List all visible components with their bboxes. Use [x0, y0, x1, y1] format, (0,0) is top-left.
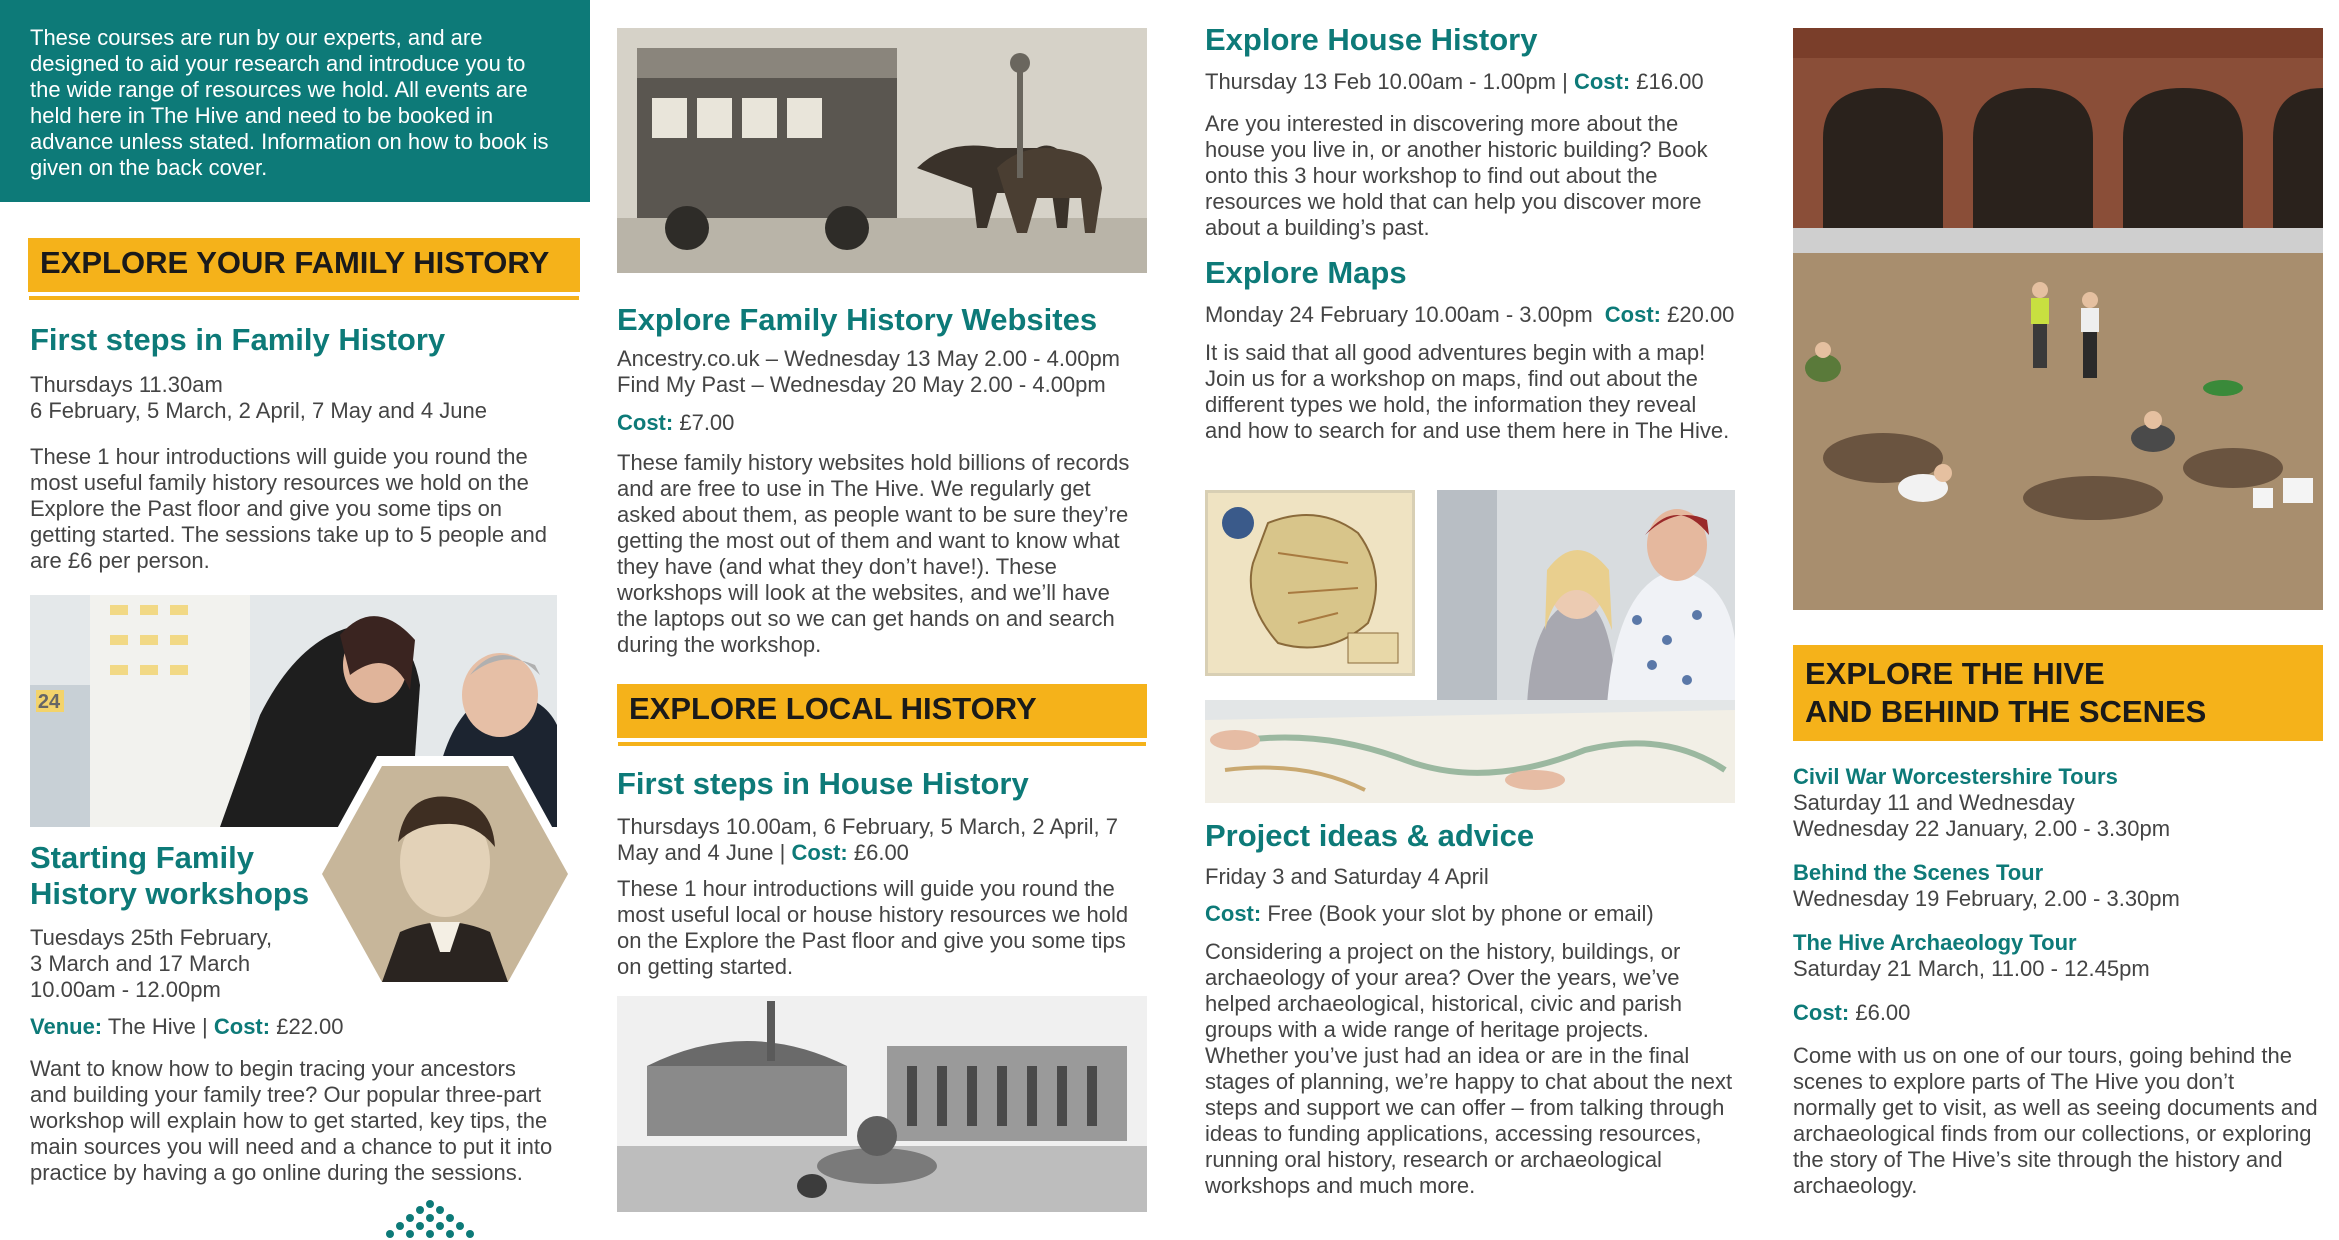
- websites-dates: [617, 346, 1147, 398]
- websites-findmypast: Find My Past – Wednesday 20 May 2.00 - 4.00pm: [617, 372, 1106, 397]
- cost-label: Cost:: [617, 410, 674, 435]
- tour-archaeology-title: The Hive Archaeology Tour: [1793, 930, 2077, 955]
- hive-tours-banner-line2: AND BEHIND THE SCENES: [1805, 694, 2207, 729]
- project-date: Friday 3 and Saturday 4 April: [1205, 864, 1489, 889]
- column-family-history: [0, 0, 590, 1185]
- local-history-banner: [617, 684, 1147, 738]
- house-history-date: Thursday 13 Feb 10.00am - 1.00pm: [1205, 69, 1556, 94]
- starting-family-date-line2: 3 March and 17 March: [30, 951, 251, 976]
- tour-civil-war-date2: Wednesday 22 January, 2.00 - 3.30pm: [1793, 816, 2171, 841]
- cost-value: £20.00: [1667, 302, 1735, 327]
- starting-family-date-line1: Tuesdays 25th February,: [30, 925, 273, 950]
- tour-archaeology: [1793, 930, 2323, 982]
- separator: |: [1562, 69, 1568, 94]
- hive-tours-banner-line1: EXPLORE THE HIVE: [1805, 656, 2105, 691]
- family-history-banner-text: EXPLORE YOUR FAMILY HISTORY: [40, 245, 550, 280]
- drawer-number: 24: [37, 691, 61, 713]
- websites-desc: These family history websites hold billions of records and are free to use in The Hive. We regularly get asked about them, as people want to be sure they’re getting the most out of them and want to know what they have (and what they don’t have!). These workshops will look at the websites, and we’ll have the laptops out so we can get hands on and search during the workshop.: [617, 450, 1130, 657]
- tour-behind-scenes-title: Behind the Scenes Tour: [1793, 860, 2044, 885]
- tram-photo: [617, 28, 1147, 273]
- house-steps-dates: [617, 814, 1147, 866]
- first-steps-family-desc: These 1 hour introductions will guide you round the most useful family history resources we hold on the Explore the Past floor and give you some tips on getting started. The sessions take up to 5 people and are £6 per person.: [30, 444, 547, 573]
- venue-label: Venue:: [30, 1014, 103, 1039]
- cost-value: £6.00: [853, 840, 909, 865]
- cost-label: Cost:: [1604, 302, 1661, 327]
- websites-title: Explore Family History Websites: [617, 302, 1098, 337]
- house-steps-title: First steps in House History: [617, 766, 1029, 801]
- tram-illustration: [617, 28, 1147, 273]
- cost-label: Cost:: [1205, 901, 1262, 926]
- house-history-title: Explore House History: [1205, 22, 1538, 57]
- intro-box: [0, 0, 590, 202]
- starting-family-title-line1: Starting Family: [30, 840, 254, 875]
- project-title: Project ideas & advice: [1205, 818, 1535, 853]
- decorative-pattern: [340, 1196, 520, 1240]
- starting-family-time: 10.00am - 12.00pm: [30, 977, 221, 1002]
- local-history-banner-text: EXPLORE LOCAL HISTORY: [629, 691, 1037, 726]
- stately-home-photo: [617, 996, 1147, 1212]
- house-history-date-cost: [1205, 69, 1704, 95]
- house-steps-line2-text: May and 4 June: [617, 840, 774, 865]
- maps-desc: It is said that all good adventures begin with a map! Join us for a workshop on maps, find out about the different types we hold, the information they reveal and how to search for and use them here in The Hive.: [1205, 340, 1730, 443]
- map-viewing-illustration: [1437, 490, 1735, 705]
- maps-title: Explore Maps: [1205, 255, 1407, 290]
- tour-archaeology-date: Saturday 21 March, 11.00 - 12.45pm: [1793, 956, 2150, 981]
- map-viewing-photo: [1437, 490, 1735, 705]
- maps-date-cost: [1205, 302, 1734, 328]
- tour-civil-war-date1: Saturday 11 and Wednesday: [1793, 790, 2075, 815]
- starting-family-desc: Want to know how to begin tracing your ancestors and building your family tree? Our popular three-part workshop will explain how to get started, key tips, the main sources you will need and a chance to put it into practice by having a go online during the sessions.: [30, 1056, 553, 1185]
- intro-text: These courses are run by our experts, and are designed to aid your research and introduce you to the wide range of resources we hold. All events are held here in The Hive and need to be booked in advance unless stated. Information on how to book is given on the back cover.: [30, 25, 549, 180]
- starting-family-title: [30, 840, 309, 912]
- house-steps-line1: Thursdays 10.00am, 6 February, 5 March, 2 April, 7: [617, 814, 1118, 839]
- first-steps-family-title: First steps in Family History: [30, 322, 446, 357]
- map-table-photo: [1205, 700, 1735, 803]
- cost-value: £22.00: [276, 1014, 344, 1039]
- first-steps-family-days: 6 February, 5 March, 2 April, 7 May and 4 June: [30, 398, 487, 423]
- first-steps-family-time: Thursdays 11.30am: [30, 372, 223, 397]
- venue-value: The Hive: [107, 1014, 196, 1039]
- project-cost: [1205, 901, 1654, 927]
- cost-label: Cost:: [1793, 1000, 1850, 1025]
- starting-family-title-line2: History workshops: [30, 876, 310, 911]
- maps-date: Monday 24 February 10.00am - 3.00pm: [1205, 302, 1593, 327]
- separator: |: [779, 840, 786, 865]
- portrait-hexagon: [310, 752, 580, 997]
- excavation-photo: [1793, 28, 2323, 610]
- cost-value: £6.00: [1855, 1000, 1911, 1025]
- house-history-desc: Are you interested in discovering more about the house you live in, or another historic building? Book onto this 3 hour workshop to find out about the resources we hold that can help you discover more about a building’s past.: [1205, 111, 1708, 240]
- websites-ancestry: Ancestry.co.uk – Wednesday 13 May 2.00 - 4.00pm: [617, 346, 1121, 371]
- tours-cost: [1793, 1000, 1910, 1026]
- starting-family-venue-cost: [30, 1014, 344, 1040]
- websites-cost: [617, 410, 734, 436]
- cost-value: £7.00: [679, 410, 735, 435]
- cost-value: £16.00: [1636, 69, 1704, 94]
- house-steps-line2: [617, 840, 1147, 866]
- tour-civil-war-title: Civil War Worcestershire Tours: [1793, 764, 2118, 789]
- tour-behind-scenes-date: Wednesday 19 February, 2.00 - 3.30pm: [1793, 886, 2180, 911]
- old-map-photo: [1205, 490, 1415, 676]
- tours-desc: Come with us on one of our tours, going behind the scenes to explore parts of The Hive you don’t normally get to visit, as well as seeing documents and archaeological finds from our collections, or exploring the story of The Hive’s site through the history and archaeology.: [1793, 1043, 2318, 1198]
- starting-family-dates: [30, 925, 330, 1003]
- separator: |: [202, 1014, 208, 1039]
- cost-label: Cost:: [791, 840, 848, 865]
- old-map-illustration: [1208, 493, 1412, 673]
- cost-value: Free (Book your slot by phone or email): [1267, 901, 1654, 926]
- tour-civil-war: [1793, 764, 2323, 842]
- project-desc: Considering a project on the history, buildings, or archaeology of your area? Over the years, we’ve helped archaeological, historical, civic and parish groups with a wide range of heritage projects. Whether you’ve just had an idea or are in the final stages of planning, we’re happy to chat about the next steps and support we can offer – from talking through ideas to funding applications, accessing resources, running oral history, research or archaeological workshops and much more.: [1205, 939, 1733, 1198]
- first-steps-family-dates: [30, 372, 560, 424]
- stately-home-illustration: [617, 996, 1147, 1212]
- tour-behind-scenes: [1793, 860, 2323, 912]
- cost-label: Cost:: [1573, 69, 1631, 94]
- family-history-banner: [28, 238, 580, 292]
- house-steps-desc: These 1 hour introductions will guide you round the most useful local or house history resources we hold on the Explore the Past floor and give you some tips on getting started.: [617, 876, 1129, 979]
- map-table-illustration: [1205, 700, 1735, 803]
- hive-tours-banner: [1793, 645, 2323, 741]
- excavation-illustration: [1793, 28, 2323, 610]
- cost-label: Cost:: [213, 1014, 271, 1039]
